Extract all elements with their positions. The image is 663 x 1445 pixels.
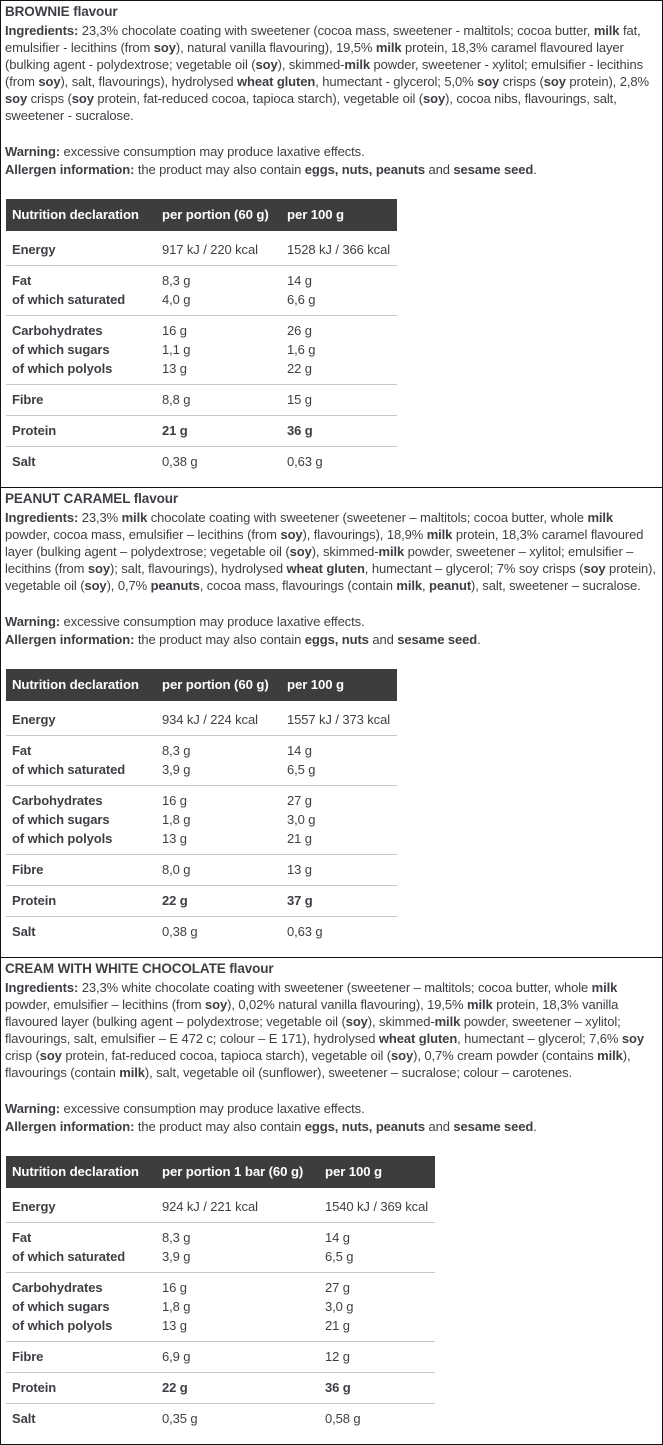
value-per-100g: 15 g — [281, 385, 397, 416]
nutrition-row — [6, 290, 397, 316]
value-per-portion: 16 g — [156, 786, 281, 811]
value-per-100g: 0,63 g — [281, 447, 397, 478]
nutrient-label: of which sugars — [12, 812, 110, 827]
nutrient-label: Salt — [6, 1404, 156, 1435]
value-per-portion: 924 kJ / 221 kcal — [162, 1199, 258, 1214]
flavour-title: BROWNIE flavour — [5, 4, 118, 19]
value-per-portion: 4,0 g — [162, 292, 191, 307]
nutrient-label: Energy — [12, 712, 56, 727]
nutrition-table — [6, 199, 397, 477]
value-per-100g: 36 g — [319, 1373, 435, 1404]
nutrition-row — [6, 1316, 435, 1342]
value-per-100g: 1528 kJ / 366 kcal — [287, 242, 390, 257]
nutrient-label: of which saturated — [12, 292, 126, 307]
value-per-portion: 8,3 g — [156, 736, 281, 761]
nutrition-table-body — [6, 701, 397, 947]
warning-text: Warning: excessive consumption may produce laxative effects. — [5, 144, 365, 159]
nutrient-label: Fat — [6, 736, 156, 761]
nutrition-row — [6, 786, 397, 811]
nutrition-row — [6, 416, 397, 447]
nutrient-label: of which polyols — [12, 831, 113, 846]
ingredients-text: Ingredients: 23,3% white chocolate coating with sweetener (sweetener – maltitols; cocoa butter, whole milk powder, emulsifier – lecithins (from soy), 0,02% natural vanilla flavouring), 19,5% milk protein, 18,3% vanilla flavoured layer (bulking agent – polydextrose; vegetable oil (soy), skimmed-milk powder, sweetener – xylitol; flavourings, salt, emulsifier – E 472 c; colour – E 171), hydrolysed wheat gluten, humectant – glycerol; 7,6% soy crisp (soy protein, fat-reduced cocoa, tapioca starch), vegetable oil (soy), 0,7% cream powder (contains milk), flavourings (contain milk), salt, vegetable oil (sunflower), sweetener – sucralose; colour – carotenes. — [5, 980, 645, 1080]
value-per-portion: 8,8 g — [156, 385, 281, 416]
value-per-100g: 27 g — [319, 1273, 435, 1298]
nutrient-label: Fibre — [6, 1342, 156, 1373]
ingredients-text: Ingredients: 23,3% chocolate coating with sweetener (cocoa mass, sweetener - maltitols; cocoa butter, milk fat, emulsifier - lecithins (from soy), natural vanilla flavouring), 19,5% milk protein, 18,3% caramel flavoured layer (bulking agent - polydextrose; vegetable oil (soy), skimmed-milk powder, sweetener - xylitol; emulsifier - lecithins (from soy), salt, flavourings), hydrolysed wheat gluten, humectant - glycerol; 5,0% soy crisps (soy protein), 2,8% soy crisps (soy protein, fat-reduced cocoa, tapioca starch), vegetable oil (soy), cocoa nibs, flavourings, salt, sweetener - sucralose. — [5, 23, 649, 123]
nutrition-row — [6, 1273, 435, 1298]
nutrition-row — [6, 886, 397, 917]
nutrition-row — [6, 701, 397, 736]
value-per-100g: 0,63 g — [281, 917, 397, 948]
nutrient-label: of which polyols — [12, 1318, 113, 1333]
value-per-100g: 26 g — [281, 316, 397, 341]
value-per-portion: 934 kJ / 224 kcal — [162, 712, 258, 727]
nutrition-row — [6, 231, 397, 266]
nutrition-table-body — [6, 231, 397, 477]
value-per-portion: 917 kJ / 220 kcal — [162, 242, 258, 257]
nutrition-row — [6, 736, 397, 761]
nutrition-row — [6, 760, 397, 786]
nutrient-label: Energy — [12, 1199, 56, 1214]
value-per-100g: 21 g — [287, 831, 312, 846]
nutrient-label: of which saturated — [12, 762, 126, 777]
nutrition-row — [6, 316, 397, 341]
nutrition-row — [6, 1404, 435, 1435]
value-per-100g: 6,5 g — [325, 1249, 354, 1264]
flavour-section — [0, 0, 663, 488]
value-per-portion: 16 g — [156, 316, 281, 341]
nutrient-label: Carbohydrates — [6, 1273, 156, 1298]
value-per-portion: 8,3 g — [156, 266, 281, 291]
nutrient-label: Protein — [6, 886, 156, 917]
nutrition-table-header-label: Nutrition declaration — [6, 199, 156, 231]
nutrition-row — [6, 1342, 435, 1373]
value-per-100g: 36 g — [281, 416, 397, 447]
value-per-100g: 1540 kJ / 369 kcal — [325, 1199, 428, 1214]
nutrient-label: of which polyols — [12, 361, 113, 376]
value-per-100g: 3,0 g — [325, 1299, 354, 1314]
nutrition-table-header-portion: per portion 1 bar (60 g) — [156, 1156, 319, 1188]
nutrition-table — [6, 1156, 435, 1434]
value-per-100g: 14 g — [319, 1223, 435, 1248]
nutrient-label: Fat — [6, 266, 156, 291]
nutrition-row — [6, 810, 397, 829]
nutrition-table-header-row — [6, 669, 397, 701]
flavour-title: PEANUT CARAMEL flavour — [5, 491, 179, 506]
value-per-portion: 1,8 g — [162, 1299, 191, 1314]
value-per-portion: 0,35 g — [156, 1404, 319, 1435]
nutrient-label: of which sugars — [12, 342, 110, 357]
value-per-100g: 21 g — [325, 1318, 350, 1333]
nutrition-table-header-label: Nutrition declaration — [6, 669, 156, 701]
warning-text: Warning: excessive consumption may produce laxative effects. — [5, 614, 365, 629]
value-per-100g: 22 g — [287, 361, 312, 376]
value-per-100g: 1,6 g — [287, 342, 316, 357]
warning-block — [5, 143, 656, 179]
nutrition-row — [6, 1188, 435, 1223]
value-per-100g: 3,0 g — [287, 812, 316, 827]
nutrition-table-header-per100: per 100 g — [281, 199, 397, 231]
value-per-portion: 13 g — [162, 361, 187, 376]
nutrition-table — [6, 669, 397, 947]
allergen-text: Allergen information: the product may also contain eggs, nuts and sesame seed. — [5, 632, 481, 647]
nutrition-row — [6, 1223, 435, 1248]
nutrition-table-header-label: Nutrition declaration — [6, 1156, 156, 1188]
value-per-100g: 27 g — [281, 786, 397, 811]
nutrition-row — [6, 1247, 435, 1273]
nutrient-label: Protein — [6, 1373, 156, 1404]
nutrient-label: Energy — [12, 242, 56, 257]
value-per-100g: 6,5 g — [287, 762, 316, 777]
nutrient-label: Carbohydrates — [6, 316, 156, 341]
nutrition-table-header-portion: per portion (60 g) — [156, 669, 281, 701]
flavour-title: CREAM WITH WHITE CHOCOLATE flavour — [5, 961, 274, 976]
value-per-portion: 3,9 g — [162, 1249, 191, 1264]
value-per-portion: 22 g — [156, 1373, 319, 1404]
value-per-100g: 6,6 g — [287, 292, 316, 307]
value-per-100g: 0,58 g — [319, 1404, 435, 1435]
nutrition-table-header-row — [6, 1156, 435, 1188]
flavour-section — [0, 957, 663, 1445]
ingredients-text: Ingredients: 23,3% milk chocolate coating with sweetener (sweetener – maltitols; cocoa butter, whole milk powder, cocoa mass, emulsifier – lecithins (from soy), flavourings), 18,9% milk protein, 18,3% caramel flavoured layer (bulking agent – polydextrose; vegetable oil (soy), skimmed-milk powder, sweetener – xylitol; emulsifier – lecithins (from soy); salt, flavourings), hydrolysed wheat gluten, humectant – glycerol; 7% soy crisps (soy protein), vegetable oil (soy), 0,7% peanuts, cocoa mass, flavourings (contain milk, peanut), salt, sweetener – sucralose. — [5, 510, 656, 593]
nutrient-label: Carbohydrates — [6, 786, 156, 811]
allergen-text: Allergen information: the product may also contain eggs, nuts, peanuts and sesame seed. — [5, 162, 537, 177]
value-per-portion: 0,38 g — [156, 447, 281, 478]
nutrition-row — [6, 829, 397, 855]
nutrition-table-body — [6, 1188, 435, 1434]
nutrition-row — [6, 359, 397, 385]
value-per-100g: 13 g — [281, 855, 397, 886]
nutrition-row — [6, 340, 397, 359]
value-per-portion: 1,8 g — [162, 812, 191, 827]
nutrition-row — [6, 447, 397, 478]
nutrition-row — [6, 1297, 435, 1316]
value-per-portion: 1,1 g — [162, 342, 191, 357]
nutrient-label: of which sugars — [12, 1299, 110, 1314]
nutrient-label: Salt — [6, 917, 156, 948]
value-per-portion: 13 g — [162, 831, 187, 846]
flavour-section — [0, 487, 663, 958]
nutrition-row — [6, 385, 397, 416]
nutrient-label: Salt — [6, 447, 156, 478]
value-per-100g: 1557 kJ / 373 kcal — [287, 712, 390, 727]
warning-text: Warning: excessive consumption may produce laxative effects. — [5, 1101, 365, 1116]
value-per-portion: 13 g — [162, 1318, 187, 1333]
nutrition-table-header-portion: per portion (60 g) — [156, 199, 281, 231]
nutrition-row — [6, 855, 397, 886]
value-per-portion: 8,0 g — [156, 855, 281, 886]
nutrient-label: Protein — [6, 416, 156, 447]
value-per-portion: 3,9 g — [162, 762, 191, 777]
warning-block — [5, 613, 656, 649]
value-per-portion: 22 g — [156, 886, 281, 917]
allergen-text: Allergen information: the product may also contain eggs, nuts, peanuts and sesame seed. — [5, 1119, 537, 1134]
nutrition-row — [6, 266, 397, 291]
value-per-100g: 14 g — [281, 736, 397, 761]
nutrition-table-header-per100: per 100 g — [319, 1156, 435, 1188]
value-per-100g: 12 g — [319, 1342, 435, 1373]
nutrition-row — [6, 1373, 435, 1404]
nutrient-label: of which saturated — [12, 1249, 126, 1264]
nutrition-row — [6, 917, 397, 948]
value-per-portion: 8,3 g — [156, 1223, 319, 1248]
value-per-portion: 16 g — [156, 1273, 319, 1298]
warning-block — [5, 1100, 656, 1136]
value-per-portion: 21 g — [156, 416, 281, 447]
value-per-100g: 14 g — [281, 266, 397, 291]
value-per-portion: 0,38 g — [156, 917, 281, 948]
nutrient-label: Fibre — [6, 855, 156, 886]
nutrient-label: Fat — [6, 1223, 156, 1248]
nutrient-label: Fibre — [6, 385, 156, 416]
nutrition-table-header-row — [6, 199, 397, 231]
value-per-portion: 6,9 g — [156, 1342, 319, 1373]
value-per-100g: 37 g — [281, 886, 397, 917]
nutrition-table-header-per100: per 100 g — [281, 669, 397, 701]
